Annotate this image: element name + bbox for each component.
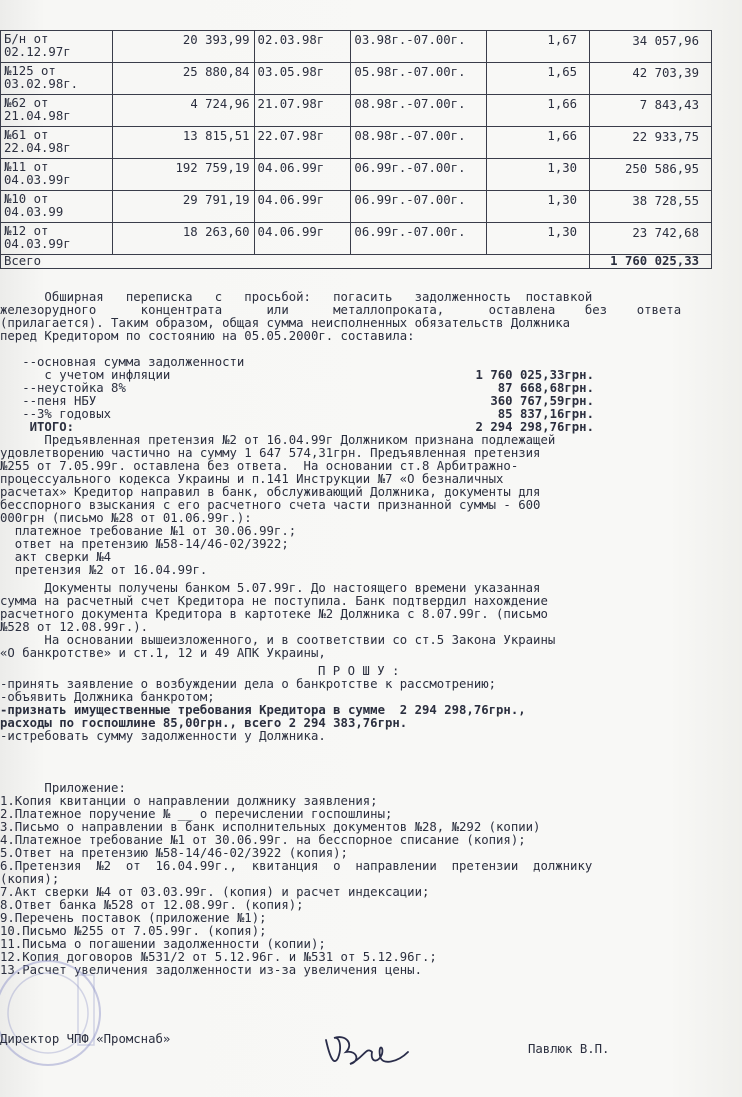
period-cell: 03.98г.-07.00г. bbox=[351, 31, 487, 63]
request-item: -принять заявление о возбуждении дела о банкротстве к рассмотрению; bbox=[0, 677, 497, 691]
doc-cell bbox=[1, 191, 113, 223]
paragraph-bank bbox=[0, 582, 742, 660]
text-line: Документы получены банком 5.07.99г. До настоящего времени указанная bbox=[0, 581, 541, 595]
appendix-item: 12.Копия договоров №531/2 от 5.12.96г. и №531 от 5.12.96г.; bbox=[0, 950, 437, 964]
text-line: удовлетворению частично на сумму 1 647 574,31грн. Предъявленная претензия bbox=[0, 446, 541, 460]
amount-cell: 29 791,19 bbox=[112, 191, 254, 223]
table-row bbox=[1, 191, 712, 223]
text-line: претензия №2 от 16.04.99г. bbox=[0, 563, 208, 577]
text-line: процессуального кодекса Украины и п.141 Инструкции №7 «О безналичных bbox=[0, 472, 504, 486]
period-cell: 06.99г.-07.00г. bbox=[351, 223, 487, 255]
total-row bbox=[1, 255, 712, 269]
text-line: платежное требование №1 от 30.06.99г.; bbox=[0, 524, 297, 538]
index-cell: 1,66 bbox=[487, 127, 590, 159]
table-row bbox=[1, 223, 712, 255]
text-line: «О банкротстве» и ст.1, 12 и 49 АПК Украины, bbox=[0, 646, 326, 660]
table-row bbox=[1, 127, 712, 159]
debt-line bbox=[0, 382, 742, 395]
text-line: (прилагается). Таким образом, общая сумма неисполненных обязательств Должника bbox=[0, 316, 571, 330]
result-cell: 42 703,39 bbox=[590, 63, 712, 95]
text-line: ответ на претензию №58-14/46-02/3922; bbox=[0, 537, 289, 551]
debt-line bbox=[0, 395, 742, 408]
appendix-item: 7.Акт сверки №4 от 03.03.99г. (копия) и расчет индексации; bbox=[0, 885, 430, 899]
appendix-item: 6.Претензия №2 от 16.04.99г., квитанция о направлении претензии должнику bbox=[0, 859, 593, 873]
appendix-item: 4.Платежное требование №1 от 30.06.99г. на бесспорное списание (копия); bbox=[0, 833, 526, 847]
date-cell: 22.07.98г bbox=[254, 127, 351, 159]
indexation-table bbox=[0, 30, 712, 269]
appendix-list bbox=[0, 795, 742, 977]
request-title: П Р О Ш У : bbox=[318, 664, 400, 678]
doc-line: №61 от bbox=[4, 128, 49, 142]
appendix-title: Приложение: bbox=[0, 781, 126, 795]
debt-value: 1 760 025,33грн. bbox=[475, 368, 594, 382]
request-list bbox=[0, 678, 742, 743]
date-cell: 03.05.98г bbox=[254, 63, 351, 95]
text-line: железорудного концентрата или металлопроката, оставлена без ответа bbox=[0, 303, 682, 317]
doc-line: 03.02.98г. bbox=[4, 77, 79, 91]
doc-line: 04.03.99г bbox=[4, 173, 71, 187]
debt-value: 360 767,59грн. bbox=[490, 394, 594, 408]
index-cell: 1,30 bbox=[487, 191, 590, 223]
total-value: 1 760 025,33 bbox=[590, 255, 712, 269]
doc-line: №12 от bbox=[4, 224, 49, 238]
doc-line: №62 от bbox=[4, 96, 49, 110]
appendix-item: 13.Расчет увеличения задолженности из-за увеличения цены. bbox=[0, 963, 422, 977]
period-cell: 08.98г.-07.00г. bbox=[351, 95, 487, 127]
debt-label: ИТОГО: bbox=[0, 420, 75, 434]
result-cell: 23 742,68 bbox=[590, 223, 712, 255]
debt-label: с учетом инфляции bbox=[0, 368, 171, 382]
doc-cell bbox=[1, 95, 113, 127]
appendix-item: 10.Письмо №255 от 7.05.99г. (копия); bbox=[0, 924, 267, 938]
signatory-name: Павлюк В.П. bbox=[528, 1042, 610, 1056]
date-cell: 21.07.98г bbox=[254, 95, 351, 127]
doc-line: 04.03.99г bbox=[4, 237, 71, 251]
doc-cell bbox=[1, 63, 113, 95]
debt-value: 87 668,68грн. bbox=[497, 381, 594, 395]
result-cell: 34 057,96 bbox=[590, 31, 712, 63]
date-cell: 04.06.99г bbox=[254, 191, 351, 223]
doc-line: №125 от bbox=[4, 64, 56, 78]
doc-line: 02.12.97г bbox=[4, 45, 71, 59]
appendix-item: 5.Ответ на претензию №58-14/46-02/3922 (копия); bbox=[0, 846, 348, 860]
appendix-item: 8.Ответ банка №528 от 12.08.99г. (копия); bbox=[0, 898, 304, 912]
request-item: -истребовать сумму задолженности у Должника. bbox=[0, 729, 326, 743]
text-line: акт сверки №4 bbox=[0, 550, 112, 564]
doc-line: 22.04.98г bbox=[4, 141, 71, 155]
doc-line: Б/н от bbox=[4, 32, 49, 46]
debt-label: --основная сумма задолженности bbox=[0, 355, 245, 369]
period-cell: 06.99г.-07.00г. bbox=[351, 159, 487, 191]
appendix-item: 9.Перечень поставок (приложение №1); bbox=[0, 911, 267, 925]
appendix-item: 1.Копия квитанции о направлении должнику заявления; bbox=[0, 794, 378, 808]
index-cell: 1,30 bbox=[487, 159, 590, 191]
debt-label: --пеня НБУ bbox=[0, 394, 97, 408]
request-item: расходы по госпошлине 85,00грн., всего 2 294 383,76грн. bbox=[0, 716, 408, 730]
text-line: перед Кредитором по состоянию на 05.05.2000г. составила: bbox=[0, 329, 415, 343]
paragraph-correspondence bbox=[0, 291, 742, 343]
text-line: 000грн (письмо №28 от 01.06.99г.): bbox=[0, 511, 252, 525]
doc-line: 04.03.99 bbox=[4, 205, 64, 219]
debt-line bbox=[0, 408, 742, 421]
result-cell: 22 933,75 bbox=[590, 127, 712, 159]
text-line: Обширная переписка с просьбой: погасить задолженность поставкой bbox=[0, 290, 593, 304]
request-item: -признать имущественные требования Кредитора в сумме 2 294 298,76грн., bbox=[0, 703, 526, 717]
debt-value: 2 294 298,76грн. bbox=[475, 420, 594, 434]
appendix-item: (копия); bbox=[0, 872, 60, 886]
period-cell: 08.98г.-07.00г. bbox=[351, 127, 487, 159]
handwritten-signature bbox=[320, 1028, 415, 1070]
amount-cell: 25 880,84 bbox=[112, 63, 254, 95]
index-cell: 1,30 bbox=[487, 223, 590, 255]
index-cell: 1,65 bbox=[487, 63, 590, 95]
doc-cell bbox=[1, 31, 113, 63]
signatory-position: Директор ЧПФ «Промснаб» bbox=[0, 1032, 171, 1046]
appendix-item: 11.Письма о погашении задолженности (копии); bbox=[0, 937, 326, 951]
text-line: №528 от 12.08.99г.). bbox=[0, 620, 149, 634]
debt-label: --3% годовых bbox=[0, 407, 112, 421]
table-row bbox=[1, 63, 712, 95]
doc-cell bbox=[1, 223, 113, 255]
period-cell: 05.98г.-07.00г. bbox=[351, 63, 487, 95]
total-label: Всего bbox=[1, 255, 590, 269]
text-line: На основании вышеизложенного, и в соответствии со ст.5 Закона Украины bbox=[0, 633, 556, 647]
round-stamp bbox=[0, 955, 120, 1075]
debt-label: --неустойка 8% bbox=[0, 381, 126, 395]
text-line: сумма на расчетный счет Кредитора не поступила. Банк подтвердил нахождение bbox=[0, 594, 548, 608]
doc-cell bbox=[1, 159, 113, 191]
appendix-item: 3.Письмо о направлении в банк исполнительных документов №28, №292 (копии) bbox=[0, 820, 541, 834]
text-line: расчетного документа Кредитора в картотеке №2 Должника с 8.07.99г. (письмо bbox=[0, 607, 548, 621]
debt-value: 85 837,16грн. bbox=[497, 407, 594, 421]
doc-cell bbox=[1, 127, 113, 159]
text-line: №255 от 7.05.99г. оставлена без ответа. На основании ст.8 Арбитражно- bbox=[0, 459, 519, 473]
date-cell: 04.06.99г bbox=[254, 159, 351, 191]
date-cell: 02.03.98г bbox=[254, 31, 351, 63]
amount-cell: 192 759,19 bbox=[112, 159, 254, 191]
doc-line: №11 от bbox=[4, 160, 49, 174]
result-cell: 250 586,95 bbox=[590, 159, 712, 191]
request-item: -объявить Должника банкротом; bbox=[0, 690, 215, 704]
amount-cell: 20 393,99 bbox=[112, 31, 254, 63]
amount-cell: 18 263,60 bbox=[112, 223, 254, 255]
debt-breakdown bbox=[0, 356, 742, 434]
table-row bbox=[1, 159, 712, 191]
period-cell: 06.99г.-07.00г. bbox=[351, 191, 487, 223]
amount-cell: 4 724,96 bbox=[112, 95, 254, 127]
text-line: расчетах» Кредитор направил в банк, обслуживающий Должника, документы для bbox=[0, 485, 541, 499]
result-cell: 38 728,55 bbox=[590, 191, 712, 223]
doc-line: №10 от bbox=[4, 192, 49, 206]
amount-cell: 13 815,51 bbox=[112, 127, 254, 159]
text-line: Предъявленная претензия №2 от 16.04.99г Должником признана подлежащей bbox=[0, 433, 556, 447]
appendix-item: 2.Платежное поручение № __ о перечислении госпошлины; bbox=[0, 807, 393, 821]
table-row bbox=[1, 95, 712, 127]
index-cell: 1,66 bbox=[487, 95, 590, 127]
paragraph-claim bbox=[0, 434, 742, 577]
table-row bbox=[1, 31, 712, 63]
doc-line: 21.04.98г bbox=[4, 109, 71, 123]
date-cell: 04.06.99г bbox=[254, 223, 351, 255]
result-cell: 7 843,43 bbox=[590, 95, 712, 127]
text-line: бесспорного взыскания с его расчетного счета части признанной суммы - 600 bbox=[0, 498, 541, 512]
index-cell: 1,67 bbox=[487, 31, 590, 63]
